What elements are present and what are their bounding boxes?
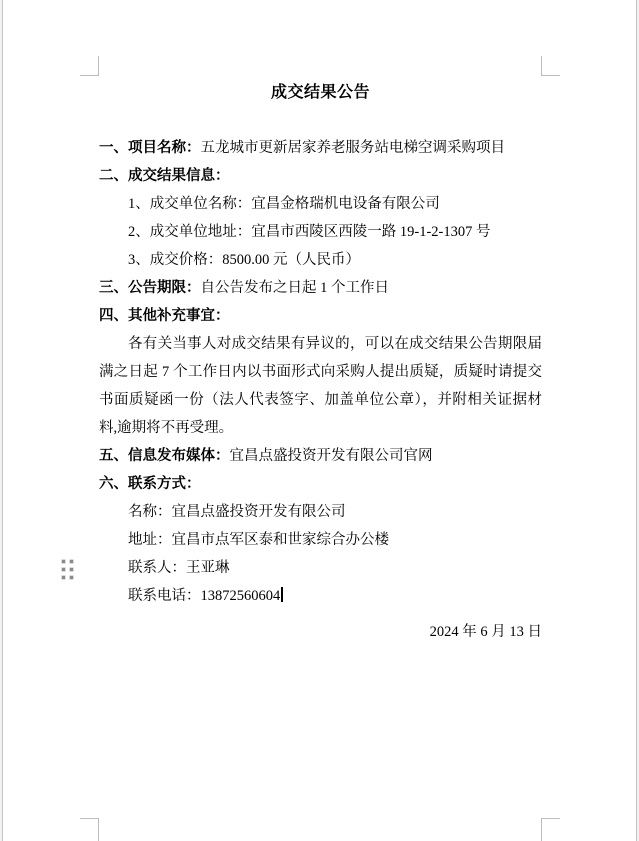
section-label: 六、联系方式： xyxy=(99,476,201,492)
paragraph-text: 料,逾期将不再受理。 xyxy=(99,420,234,436)
section-label: 二、成交结果信息： xyxy=(99,168,230,184)
detail-text: 2、成交单位地址：宜昌市西陵区西陵一路 19-1-2-1307 号 xyxy=(128,224,491,240)
text-cursor xyxy=(281,587,283,602)
contact-text: 联系电话：13872560604 xyxy=(128,588,281,604)
drag-handle-icon[interactable] xyxy=(62,560,73,579)
contact-phone[interactable] xyxy=(99,582,542,610)
section-label: 三、公告期限： xyxy=(99,280,201,296)
contact-person[interactable] xyxy=(99,554,542,582)
contact-text: 名称：宜昌点盛投资开发有限公司 xyxy=(128,504,346,520)
margin-mark-top-right-icon xyxy=(541,56,560,76)
margin-mark-bottom-right-icon xyxy=(541,818,560,841)
section-result-info[interactable] xyxy=(99,162,542,190)
paragraph-text: 满之日起 7 个工作日内以书面形式向采购人提出质疑，质疑时请提交 xyxy=(99,364,542,380)
section-text: 五龙城市更新居家养老服务站电梯空调采购项目 xyxy=(200,140,505,156)
paragraph-text: 各有关当事人对成交结果有异议的，可以在成交结果公告期限届 xyxy=(128,336,542,352)
detail-text: 3、成交价格：8500.00 元（人民币） xyxy=(128,252,360,268)
result-detail-price[interactable] xyxy=(99,246,542,274)
paragraph-text: 书面质疑函一份（法人代表签字、加盖单位公章），并附相关证据材 xyxy=(99,392,542,408)
date-text: 2024 年 6 月 13 日 xyxy=(429,624,542,640)
contact-text: 联系人：王亚琳 xyxy=(128,560,230,576)
section-label: 四、其他补充事宜： xyxy=(99,308,230,324)
margin-mark-bottom-left-icon xyxy=(80,818,99,841)
section-text: 自公告发布之日起 1 个工作日 xyxy=(200,280,389,296)
document-date[interactable] xyxy=(99,618,542,646)
section-supplement[interactable] xyxy=(99,302,542,330)
supplement-paragraph-line[interactable] xyxy=(99,330,542,358)
section-announcement-period[interactable] xyxy=(99,274,542,302)
supplement-paragraph-line[interactable] xyxy=(99,414,542,442)
section-project-name[interactable] xyxy=(99,134,542,162)
contact-text: 地址：宜昌市点军区泰和世家综合办公楼 xyxy=(128,532,389,548)
document-content[interactable] xyxy=(99,76,542,646)
section-publish-media[interactable] xyxy=(99,442,542,470)
section-label: 五、信息发布媒体： xyxy=(99,448,230,464)
document-page[interactable] xyxy=(2,0,637,841)
section-text: 宜昌点盛投资开发有限公司官网 xyxy=(229,448,433,464)
contact-name[interactable] xyxy=(99,498,542,526)
supplement-paragraph-line[interactable] xyxy=(99,358,542,386)
result-detail-winner-address[interactable] xyxy=(99,218,542,246)
detail-text: 1、成交单位名称：宜昌金格瑞机电设备有限公司 xyxy=(128,196,440,212)
section-label: 一、项目名称： xyxy=(99,140,201,156)
supplement-paragraph-line[interactable] xyxy=(99,386,542,414)
margin-mark-top-left-icon xyxy=(80,56,99,76)
result-detail-winner-name[interactable] xyxy=(99,190,542,218)
contact-address[interactable] xyxy=(99,526,542,554)
document-title: 成交结果公告 xyxy=(270,84,370,101)
section-contact[interactable] xyxy=(99,470,542,498)
